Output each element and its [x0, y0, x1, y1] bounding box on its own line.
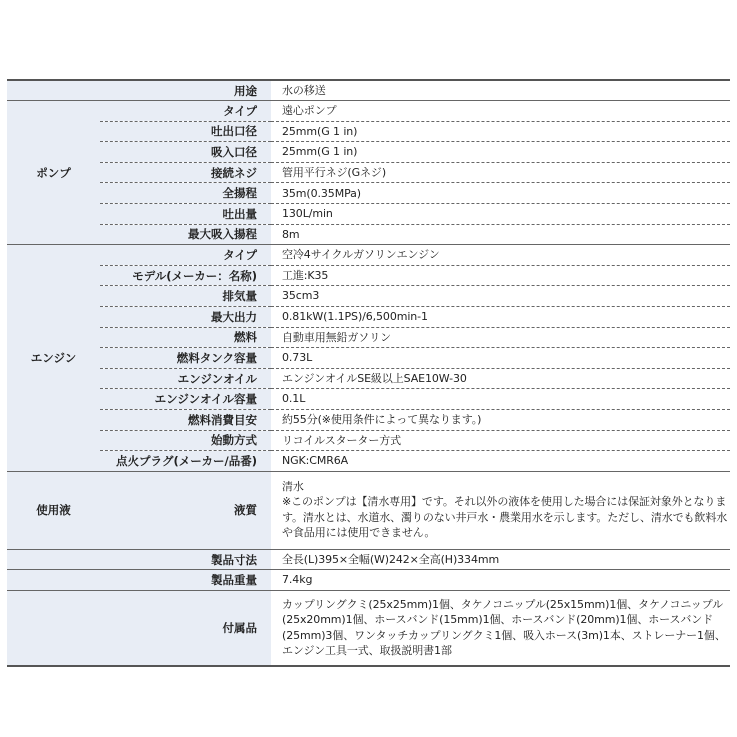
label-engine-type: タイプ	[100, 245, 271, 266]
value-engine-oil: エンジンオイルSE級以上SAE10W-30	[271, 368, 730, 389]
label-engine-tank: 燃料タンク容量	[100, 348, 271, 369]
value-accessories: カップリングクミ(25x25mm)1個、タケノコニップル(25x15mm)1個、タケノコニップル(25x20mm)1個、ホースバンド(15mm)1個、ホースバンド(20mm)1個、ホースバンド(25mm)3個、ワンタッチカップリングクミ1個、吸入ホース(3m)1本、ストレーナー1個、エンジン工具一式、取扱説明書1部	[282, 597, 726, 658]
spec-table	[7, 79, 730, 667]
row-engine-oil	[7, 368, 730, 389]
value-engine-max-output: 0.81kW(1.1PS)/6,500min-1	[271, 307, 730, 328]
label-pump-flow: 吐出量	[100, 204, 271, 225]
label-engine-plug: 点火プラグ(メーカー/品番)	[100, 451, 271, 472]
row-pump-type	[7, 101, 730, 122]
value-engine-tank: 0.73L	[271, 348, 730, 369]
row-engine-displacement	[7, 286, 730, 307]
row-pump-suction-head	[7, 224, 730, 245]
label-engine-start: 始動方式	[100, 430, 271, 451]
value-pump-type: 遠心ポンプ	[271, 101, 730, 122]
value-liquid-note: ※このポンプは【清水専用】です。それ以外の液体を使用した場合には保証対象外となります。清水とは、水道水、濁りのない井戸水・農業用水を示します。ただし、清水でも飲料水や食品用には使用できません。	[282, 495, 728, 540]
row-engine-fuel	[7, 327, 730, 348]
value-engine-start: リコイルスターター方式	[271, 430, 730, 451]
row-engine-plug	[7, 451, 730, 472]
label-pump-head: 全揚程	[100, 183, 271, 204]
row-size	[7, 549, 730, 570]
row-weight	[7, 570, 730, 591]
value-size: 全長(L)395×全幅(W)242×全高(H)334mm	[271, 549, 730, 570]
value-engine-plug: NGK:CMR6A	[271, 451, 730, 472]
label-engine-fuel: 燃料	[100, 327, 271, 348]
value-engine-model: 工進:K35	[271, 265, 730, 286]
label-pump-thread: 接続ネジ	[100, 162, 271, 183]
row-engine-fuel-consumption	[7, 410, 730, 431]
value-weight: 7.4kg	[271, 570, 730, 591]
label-pump-discharge-diameter: 吐出口径	[100, 121, 271, 142]
label-engine-model: モデル(メーカー：名称)	[100, 265, 271, 286]
label-youto: 用途	[7, 80, 271, 101]
value-youto: 水の移送	[271, 80, 730, 101]
row-accessories	[7, 590, 730, 666]
value-liquid	[271, 471, 730, 549]
label-accessories: 付属品	[7, 590, 271, 666]
label-liquid: 液質	[100, 471, 271, 549]
row-engine-type	[7, 245, 730, 266]
value-pump-head: 35m(0.35MPa)	[271, 183, 730, 204]
label-engine-displacement: 排気量	[100, 286, 271, 307]
value-engine-type: 空冷4サイクルガソリンエンジン	[271, 245, 730, 266]
value-pump-suction-head: 8m	[271, 224, 730, 245]
row-engine-model	[7, 265, 730, 286]
label-engine-oil-capacity: エンジンオイル容量	[100, 389, 271, 410]
label-engine-oil: エンジンオイル	[100, 368, 271, 389]
label-pump-suction-head: 最大吸入揚程	[100, 224, 271, 245]
value-engine-oil-capacity: 0.1L	[271, 389, 730, 410]
row-pump-suction-diameter	[7, 142, 730, 163]
value-pump-discharge-diameter: 25mm(G 1 in)	[271, 121, 730, 142]
label-engine-fuel-consumption: 燃料消費目安	[100, 410, 271, 431]
label-pump-suction-diameter: 吸入口径	[100, 142, 271, 163]
value-engine-displacement: 35cm3	[271, 286, 730, 307]
value-liquid-line1: 清水	[282, 479, 304, 493]
label-pump-type: タイプ	[100, 101, 271, 122]
row-engine-oil-capacity	[7, 389, 730, 410]
value-engine-fuel: 自動車用無鉛ガソリン	[271, 327, 730, 348]
label-engine-max-output: 最大出力	[100, 307, 271, 328]
row-engine-start	[7, 430, 730, 451]
value-pump-thread: 管用平行ネジ(Gネジ)	[271, 162, 730, 183]
row-pump-discharge-diameter	[7, 121, 730, 142]
row-liquid	[7, 471, 730, 549]
row-engine-tank	[7, 348, 730, 369]
row-youto	[7, 80, 730, 101]
row-pump-flow	[7, 204, 730, 225]
label-weight: 製品重量	[7, 570, 271, 591]
label-size: 製品寸法	[7, 549, 271, 570]
row-pump-head	[7, 183, 730, 204]
value-engine-fuel-consumption: 約55分(※使用条件によって異なります。)	[271, 410, 730, 431]
value-pump-flow: 130L/min	[271, 204, 730, 225]
group-pump: ポンプ	[7, 101, 100, 245]
row-pump-thread	[7, 162, 730, 183]
group-liquid: 使用液	[7, 471, 100, 549]
value-pump-suction-diameter: 25mm(G 1 in)	[271, 142, 730, 163]
row-engine-max-output	[7, 307, 730, 328]
group-engine: エンジン	[7, 245, 100, 472]
